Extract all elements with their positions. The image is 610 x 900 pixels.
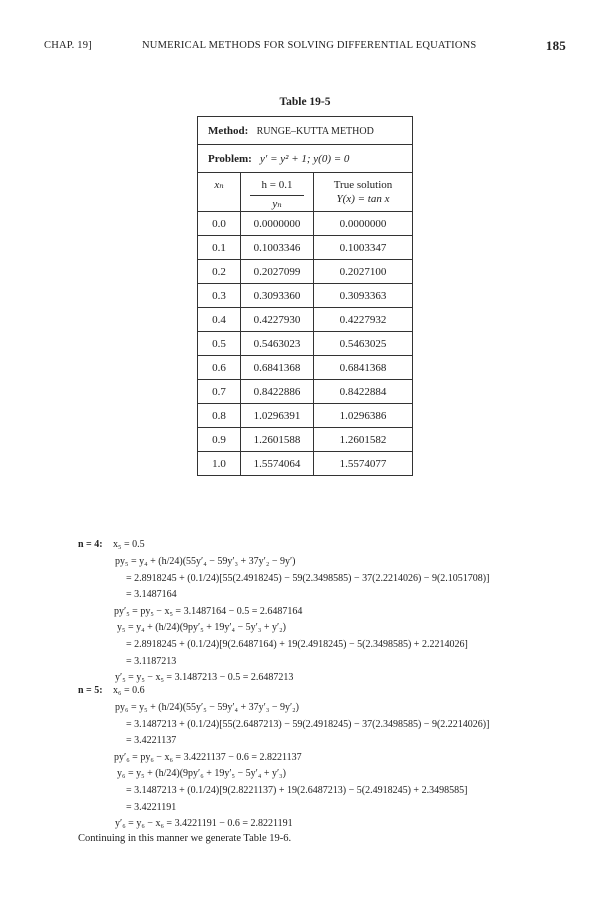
- substitution-line: = 3.1487213 + (0.1/24)[55(2.6487213) − 59(2.4918245) − 37(2.3498585) − 9(2.2214026)]: [126, 718, 490, 730]
- y-value: 0.2027099: [241, 260, 314, 284]
- x-value: 0.4: [198, 308, 241, 332]
- true-value: 0.8422884: [314, 380, 413, 404]
- n4-x: x₅ = 0.5: [113, 539, 145, 550]
- predictor-line: py₆ = y₅ + (h/24)(55y′₅ − 59y′₄ + 37y′₃ − 9y′₂): [115, 702, 299, 713]
- y-value: 0.8422886: [241, 380, 314, 404]
- result-line: = 3.1187213: [126, 655, 177, 667]
- derivative-line: y′₅ = y₅ − x₅ = 3.1487213 − 0.5 = 2.6487213: [115, 672, 294, 684]
- true-value: 1.2601582: [314, 428, 413, 452]
- derivative-line: py′₅ = py₅ − x₅ = 3.1487164 − 0.5 = 2.6487164: [114, 605, 303, 617]
- true-value: 0.2027100: [314, 260, 413, 284]
- y-column-label: yₙ: [272, 198, 282, 210]
- derivative-line: py′₆ = py₆ − x₆ = 3.4221137 − 0.6 = 2.8221137: [114, 751, 302, 763]
- true-value: 0.5463025: [314, 332, 413, 356]
- col-x-header: xₙ: [198, 173, 241, 212]
- page-number: 185: [545, 38, 566, 53]
- y-value: 0.1003346: [241, 236, 314, 260]
- y-value: 0.0000000: [241, 212, 314, 236]
- result-line: = 3.4221191: [126, 801, 177, 813]
- y-value: 0.4227930: [241, 308, 314, 332]
- problem-label: Problem:: [208, 152, 252, 165]
- true-value: 0.6841368: [314, 356, 413, 380]
- x-value: 0.8: [198, 404, 241, 428]
- substitution-line: = 2.8918245 + (0.1/24)[55(2.4918245) − 59(2.3498585) − 37(2.2214026) − 9(2.1051708)]: [126, 572, 490, 584]
- x-value: 0.2: [198, 260, 241, 284]
- result-line: = 3.1487164: [126, 589, 177, 601]
- y-value: 0.3093360: [241, 284, 314, 308]
- problem-value: y′ = y² + 1; y(0) = 0: [260, 152, 350, 165]
- x-value: 0.1: [198, 236, 241, 260]
- result-line: = 3.4221137: [126, 735, 177, 747]
- table-caption: Table 19-5: [279, 96, 331, 108]
- chapter-label: CHAP. 19]: [44, 40, 92, 51]
- corrector-line: y₆ = y₅ + (h/24)(9py′₆ + 19y′₅ − 5y′₄ + y′₃): [117, 768, 286, 780]
- method-label: Method:: [208, 124, 249, 137]
- chapter-title: NUMERICAL METHODS FOR SOLVING DIFFERENTIAL EQUATIONS: [142, 40, 477, 51]
- y-value: 0.6841368: [241, 356, 314, 380]
- step-size-label: h = 0.1: [261, 179, 293, 191]
- substitution-line: = 2.8918245 + (0.1/24)[9(2.6487164) + 19(2.4918245) − 5(2.3498585) + 2.2214026]: [126, 639, 468, 650]
- x-value: 1.0: [198, 452, 241, 476]
- derivative-line: y′₆ = y₆ − x₆ = 3.4221191 − 0.6 = 2.8221191: [115, 818, 293, 830]
- x-value: 0.3: [198, 284, 241, 308]
- n5-x: x₆ = 0.6: [113, 685, 145, 696]
- true-solution-formula: Y(x) = tan x: [336, 193, 390, 205]
- x-value: 0.7: [198, 380, 241, 404]
- x-value: 0.9: [198, 428, 241, 452]
- corrector-line: y₅ = y₄ + (h/24)(9py′₅ + 19y′₄ − 5y′₃ + y′₂): [117, 622, 286, 634]
- y-value: 0.5463023: [241, 332, 314, 356]
- true-value: 0.4227932: [314, 308, 413, 332]
- y-value: 1.0296391: [241, 404, 314, 428]
- x-value: 0.0: [198, 212, 241, 236]
- x-value: 0.5: [198, 332, 241, 356]
- x-value: 0.6: [198, 356, 241, 380]
- true-solution-label: True solution: [333, 179, 393, 191]
- true-value: 0.1003347: [314, 236, 413, 260]
- predictor-line: py₅ = y₄ + (h/24)(55y′₄ − 59y′₃ + 37y′₂ − 9y′): [115, 556, 296, 567]
- y-value: 1.5574064: [241, 452, 314, 476]
- n4-label: n = 4:: [78, 539, 103, 550]
- true-value: 0.0000000: [314, 212, 413, 236]
- true-value: 0.3093363: [314, 284, 413, 308]
- n5-label: n = 5:: [78, 685, 103, 696]
- true-value: 1.5574077: [314, 452, 413, 476]
- true-value: 1.0296386: [314, 404, 413, 428]
- conclusion-text: Continuing in this manner we generate Table 19-6.: [78, 833, 292, 844]
- substitution-line: = 3.1487213 + (0.1/24)[9(2.8221137) + 19(2.6487213) − 5(2.4918245) + 2.3498585]: [126, 785, 468, 796]
- y-value: 1.2601588: [241, 428, 314, 452]
- method-value: RUNGE–KUTTA METHOD: [256, 125, 374, 137]
